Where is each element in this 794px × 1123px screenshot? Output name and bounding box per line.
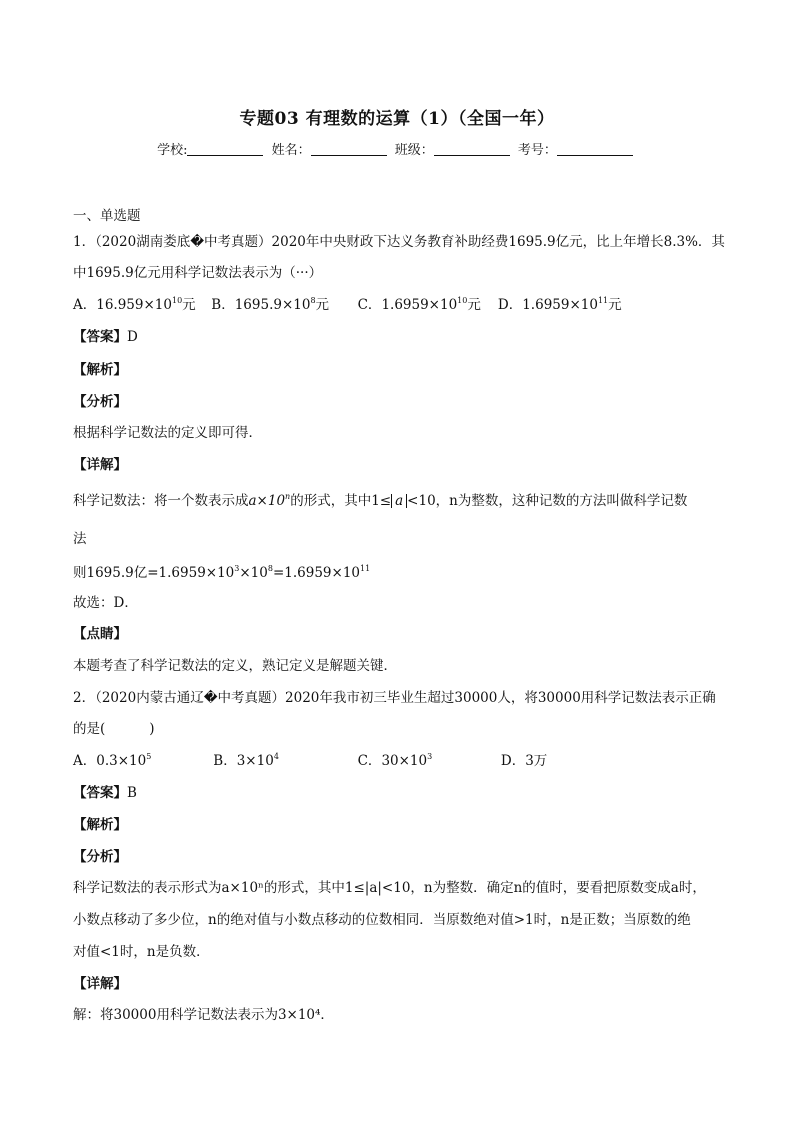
q1-detail-line-1: 科学记数法：将一个数表示成$a\times 10^n$的形式，其中1≤ a <10，n为整数，这种记数的方法叫做科学记数 [73,492,688,509]
page-title: 专题03 有理数的运算（1）（全国一年） [239,109,555,129]
q2-fenxi-line-2: 小数点移动了多少位，n的绝对值与小数点移动的位数相同．当原数绝对值>1时，n是正数；当原数的绝 [73,912,691,928]
q1-comment-text: 本题考查了科学记数法的定义，熟记定义是解题关键． [73,658,397,674]
q2-stem-line-2: 的是( ) [73,721,155,737]
answer-tag: 【答案】 [73,329,127,345]
q1-option-b: B．$1695.9\times 10^8$元 [211,296,330,313]
exam-number-label: 考号： [517,143,557,158]
q1-fenxi-text: 根据科学记数法的定义即可得． [73,425,262,441]
q1-detail-tag: 【详解】 [73,457,127,473]
q2-option-b: B．$3\times 10^4$ [213,752,279,769]
q1-option-d: D．$1.6959\times 10^{11}$元 [497,296,622,313]
q1-stem-line-2: 中1695.9亿元用科学记数法表示为（···） [73,265,323,281]
q1-stem-line-1: 1．（2020湖南娄底�中考真题）2020年中央财政下达义务教育补助经费1695.9亿元，比上年增长8.3%．其 [73,234,725,250]
answer-value: B [127,785,137,801]
q1-fenxi-tag: 【分析】 [73,394,127,410]
q2-option-d: D．3万 [500,753,548,769]
q2-detail-text: 解：将30000用科学记数法表示为3×10⁴． [73,1007,334,1023]
exam-number-blank[interactable] [557,143,633,156]
q1-calculation: 则1695.9亿$=1.6959\times 10^3\times 10^8=1.6959\times 10^{11}$ [73,564,371,581]
q2-option-c: C．$30\times 10^3$ [357,752,433,769]
q2-stem-line-1: 2．（2020内蒙古通辽�中考真题）2020年我市初三毕业生超过30000人，将30000用科学记数法表示正确 [73,690,716,706]
q2-detail-tag: 【详解】 [73,976,127,992]
q1-options [73,293,733,313]
name-label: 姓名： [271,143,311,158]
name-blank[interactable] [311,143,387,156]
q1-analysis-tag: 【解析】 [73,362,127,378]
school-blank[interactable] [187,143,263,156]
class-label: 班级： [394,143,434,158]
q2-analysis-tag: 【解析】 [73,817,127,833]
q1-option-a: A．$16.959\times 10^{10}$元 [73,296,196,313]
q2-fenxi-line-1: 科学记数法的表示形式为a×10ⁿ的形式，其中1≤|a|<10，n为整数．确定n的值时，要看把原数变成a时， [73,880,706,896]
q1-answer [73,325,733,345]
section-heading: 一、单选题 [73,208,141,224]
q1-choice: 故选：D． [73,595,138,611]
q2-options [73,749,733,769]
student-info-row [0,139,794,158]
q1-option-c: C．$1.6959\times 10^{10}$元 [357,296,481,313]
q2-fenxi-line-3: 对值<1时，n是负数． [73,944,210,960]
q2-answer [73,781,733,801]
answer-tag: 【答案】 [73,785,127,801]
school-label: 学校: [157,143,188,158]
answer-value: D [127,329,138,345]
q2-option-a: A．$0.3\times 10^5$ [73,752,152,769]
q1-comment-tag: 【点睛】 [73,626,127,642]
q2-fenxi-tag: 【分析】 [73,849,127,865]
q1-detail-line-2: 法 [73,531,87,547]
class-blank[interactable] [434,143,510,156]
